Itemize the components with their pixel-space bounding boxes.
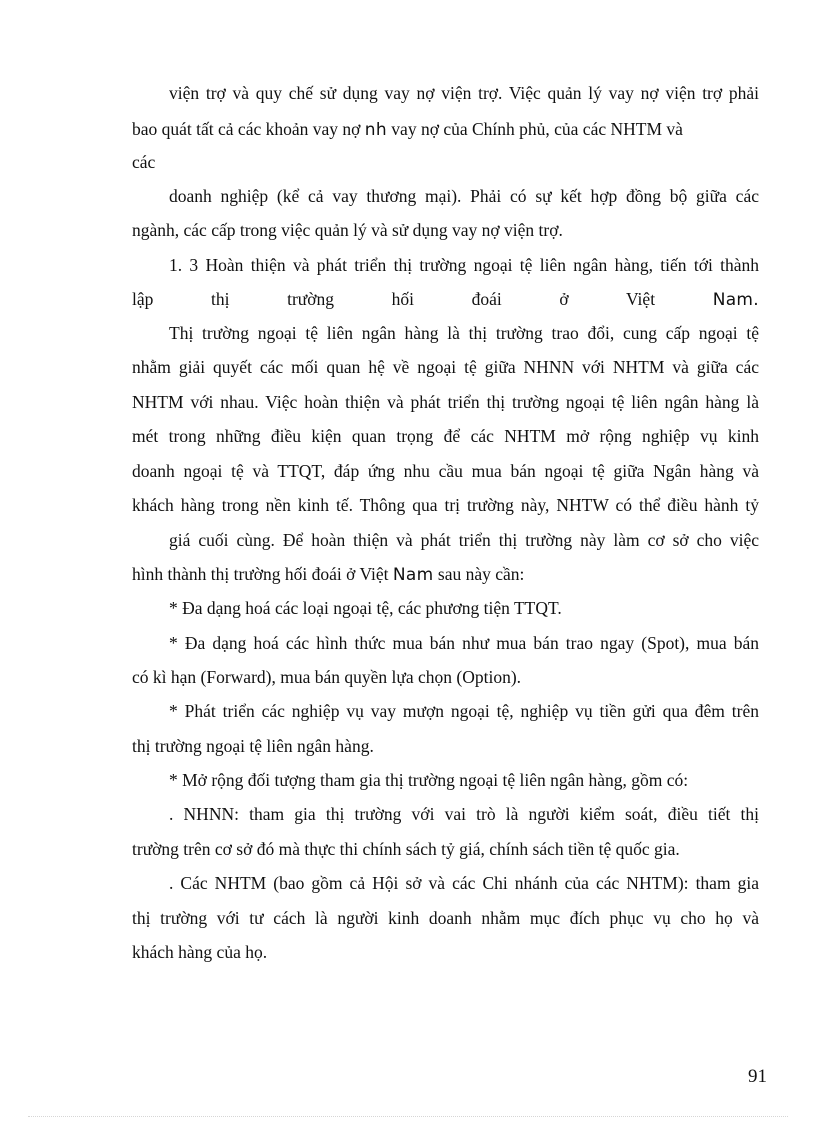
text-line: bao quát tất cả các khoản vay nợ nh vay nợ của Chính phủ, của các NHTM và xyxy=(132,119,683,140)
text-line: doanh nghiệp (kể cả vay thương mại). Phải có sự kết hợp đồng bộ giữa các xyxy=(169,186,759,206)
inline-sans-fragment: Nam. xyxy=(712,290,759,310)
text-line: thị trường với tư cách là người kinh doanh nhằm mục đích phục vụ cho họ và xyxy=(132,908,759,928)
page-number: 91 xyxy=(748,1066,767,1087)
section-heading-line: 1. 3 Hoàn thiện và phát triển thị trường ngoại tệ liên ngân hàng, tiến tới thành xyxy=(169,255,759,275)
text-line: hình thành thị trường hối đoái ở Việt Nam sau này cần: xyxy=(132,564,525,585)
text-line: doanh ngoại tệ và TTQT, đáp ứng nhu cầu mua bán ngoại tệ giữa Ngân hàng và xyxy=(132,461,759,481)
inline-sans-fragment: nh xyxy=(364,120,387,140)
text-line: viện trợ và quy chế sử dụng vay nợ viện trợ. Việc quản lý vay nợ viện trợ phải xyxy=(169,83,759,103)
inline-sans-fragment: Nam xyxy=(392,565,434,585)
bullet-line: * Đa dạng hoá các hình thức mua bán như mua bán trao ngay (Spot), mua bán xyxy=(169,633,759,653)
text-line: khách hàng trong nền kinh tế. Thông qua trị trường này, NHTW có thể điều hành tỷ xyxy=(132,495,759,515)
text-line: nhằm giải quyết các mối quan hệ về ngoại tệ giữa NHNN với NHTM và giữa các xyxy=(132,357,759,377)
text-line: thị trường ngoại tệ liên ngân hàng. xyxy=(132,736,374,756)
footer-divider xyxy=(28,1116,788,1117)
text-line: các xyxy=(132,152,156,172)
text-line: . NHNN: tham gia thị trường với vai trò là người kiểm soát, điều tiết thị xyxy=(169,804,759,824)
text-line: trường trên cơ sở đó mà thực thi chính sách tỷ giá, chính sách tiền tệ quốc gia. xyxy=(132,839,680,859)
text-line: ngành, các cấp trong việc quản lý và sử dụng vay nợ viện trợ. xyxy=(132,220,563,240)
section-heading-line: lập thị trường hối đoái ở Việt Nam. xyxy=(132,289,759,310)
text-line: . Các NHTM (bao gồm cả Hội sở và các Chi nhánh của các NHTM): tham gia xyxy=(169,873,759,893)
text-line: giá cuối cùng. Để hoàn thiện và phát triển thị trường này làm cơ sở cho việc xyxy=(169,530,759,550)
bullet-line: * Phát triển các nghiệp vụ vay mượn ngoại tệ, nghiệp vụ tiền gửi qua đêm trên xyxy=(169,701,759,721)
text-line: mét trong những điều kiện quan trọng để các NHTM mở rộng nghiệp vụ kinh xyxy=(132,426,759,446)
text-line: khách hàng của họ. xyxy=(132,942,268,962)
text-line: có kì hạn (Forward), mua bán quyền lựa chọn (Option). xyxy=(132,667,522,687)
bullet-line: * Mở rộng đối tượng tham gia thị trường ngoại tệ liên ngân hàng, gồm có: xyxy=(169,770,689,790)
bullet-line: * Đa dạng hoá các loại ngoại tệ, các phương tiện TTQT. xyxy=(169,598,562,618)
text-line: NHTM với nhau. Việc hoàn thiện và phát triển thị trường ngoại tệ liên ngân hàng là xyxy=(132,392,759,412)
text-line: Thị trường ngoại tệ liên ngân hàng là thị trường trao đổi, cung cấp ngoại tệ xyxy=(169,323,759,343)
